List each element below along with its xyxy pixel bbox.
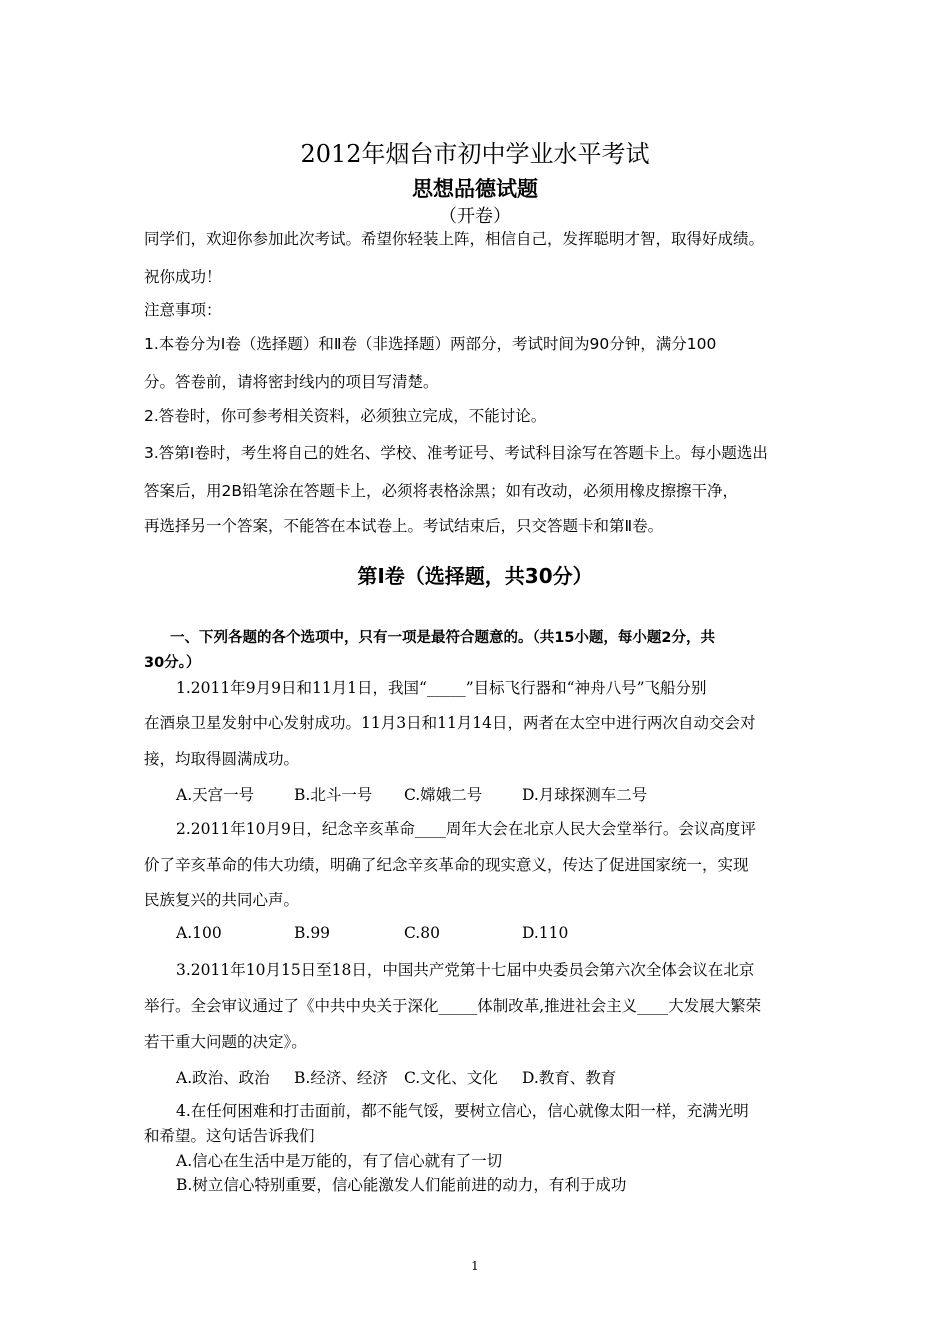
part-instruction-line-2: 30分。） [144,655,201,671]
note-3-line-3: 再选择另一个答案，不能答在本试卷上。考试结束后，只交答题卡和第Ⅱ卷。 [144,517,664,535]
question-3-options [176,1066,616,1088]
question-3-line-1: 3.2011年10月15日至18日，中国共产党第十七届中央委员会第六次全体会议在北京 [176,961,755,979]
question-4-option-a: A.信心在生活中是万能的，有了信心就有了一切 [176,1152,503,1170]
question-1-option-a: A.天宫一号 [176,786,255,804]
question-2-option-d: D.110 [522,924,569,942]
question-2-line-3: 民族复兴的共同心声。 [144,891,300,909]
question-1-line-1: 1.2011年9月9日和11月1日，我国“_____”目标飞行器和“神舟八号”飞船分别 [176,679,707,697]
question-3-option-a: A.政治、政治 [176,1069,270,1087]
section-heading: 第Ⅰ卷（选择题，共30分） [357,564,593,588]
question-2-line-2: 价了辛亥革命的伟大功绩，明确了纪念辛亥革命的现实意义，传达了促进国家统一，实现 [144,856,749,874]
note-2: 2.答卷时，你可参考相关资料，必须独立完成，不能讨论。 [144,407,547,425]
question-3-option-b: B.经济、经济 [294,1069,388,1087]
question-3-line-3: 若干重大问题的决定》。 [144,1033,307,1051]
question-1-option-d: D.月球探测车二号 [522,786,648,804]
exam-subtitle: 思想品德试题 [412,176,538,201]
question-3-option-d: D.教育、教育 [522,1069,617,1087]
question-1-options [176,783,647,805]
note-1-line-1: 1.本卷分为Ⅰ卷（选择题）和Ⅱ卷（非选择题）两部分，考试时间为90分钟，满分100 [144,335,717,353]
question-4-option-b: B.树立信心特别重要，信心能激发人们能前进的动力，有利于成功 [176,1176,627,1194]
question-2-options [176,924,568,942]
question-3-option-c: C.文化、文化 [404,1069,498,1087]
notes-label: 注意事项： [144,301,222,319]
open-book-label: （开卷） [439,206,511,227]
part-instruction-line-1: 一、下列各题的各个选项中，只有一项是最符合题意的。（共15小题，每小题2分，共 [170,630,716,646]
page-number: 1 [471,1259,479,1273]
exam-title: 2012年烟台市初中学业水平考试 [300,140,650,168]
question-1-option-c: C.嫦娥二号 [404,786,483,804]
note-3-line-1: 3.答第Ⅰ卷时，考生将自己的姓名、学校、准考证号、考试科目涂写在答题卡上。每小题选出 [144,444,768,462]
question-1-line-3: 接，均取得圆满成功。 [144,750,300,768]
question-4-line-2: 和希望。这句话告诉我们 [144,1127,315,1145]
question-1-option-b: B.北斗一号 [294,786,373,804]
note-1-line-2: 分。答卷前，请将密封线内的项目写清楚。 [144,373,439,391]
question-2-line-1: 2.2011年10月9日，纪念辛亥革命____周年大会在北京人民大会堂举行。会议高度评 [176,820,756,838]
greeting-line-1: 同学们，欢迎你参加此次考试。希望你轻装上阵，相信自己，发挥聪明才智，取得好成绩。 [144,230,765,248]
question-2-option-a: A.100 [176,924,222,942]
greeting-line-2: 祝你成功！ [144,268,222,286]
question-1-line-2: 在酒泉卫星发射中心发射成功。11月3日和11月14日，两者在太空中进行两次自动交会对 [144,714,756,732]
question-4-line-1: 4.在任何困难和打击面前，都不能气馁，要树立信心，信心就像太阳一样，充满光明 [176,1102,749,1120]
question-2-option-b: B.99 [294,924,331,942]
question-2-option-c: C.80 [404,924,440,942]
question-3-line-2: 举行。全会审议通过了《中共中央关于深化_____体制改革,推进社会主义____大发展大繁荣 [144,997,762,1015]
note-3-line-2: 答案后，用2B铅笔涂在答题卡上，必须将表格涂黑；如有改动，必须用橡皮擦擦干净， [144,482,738,500]
